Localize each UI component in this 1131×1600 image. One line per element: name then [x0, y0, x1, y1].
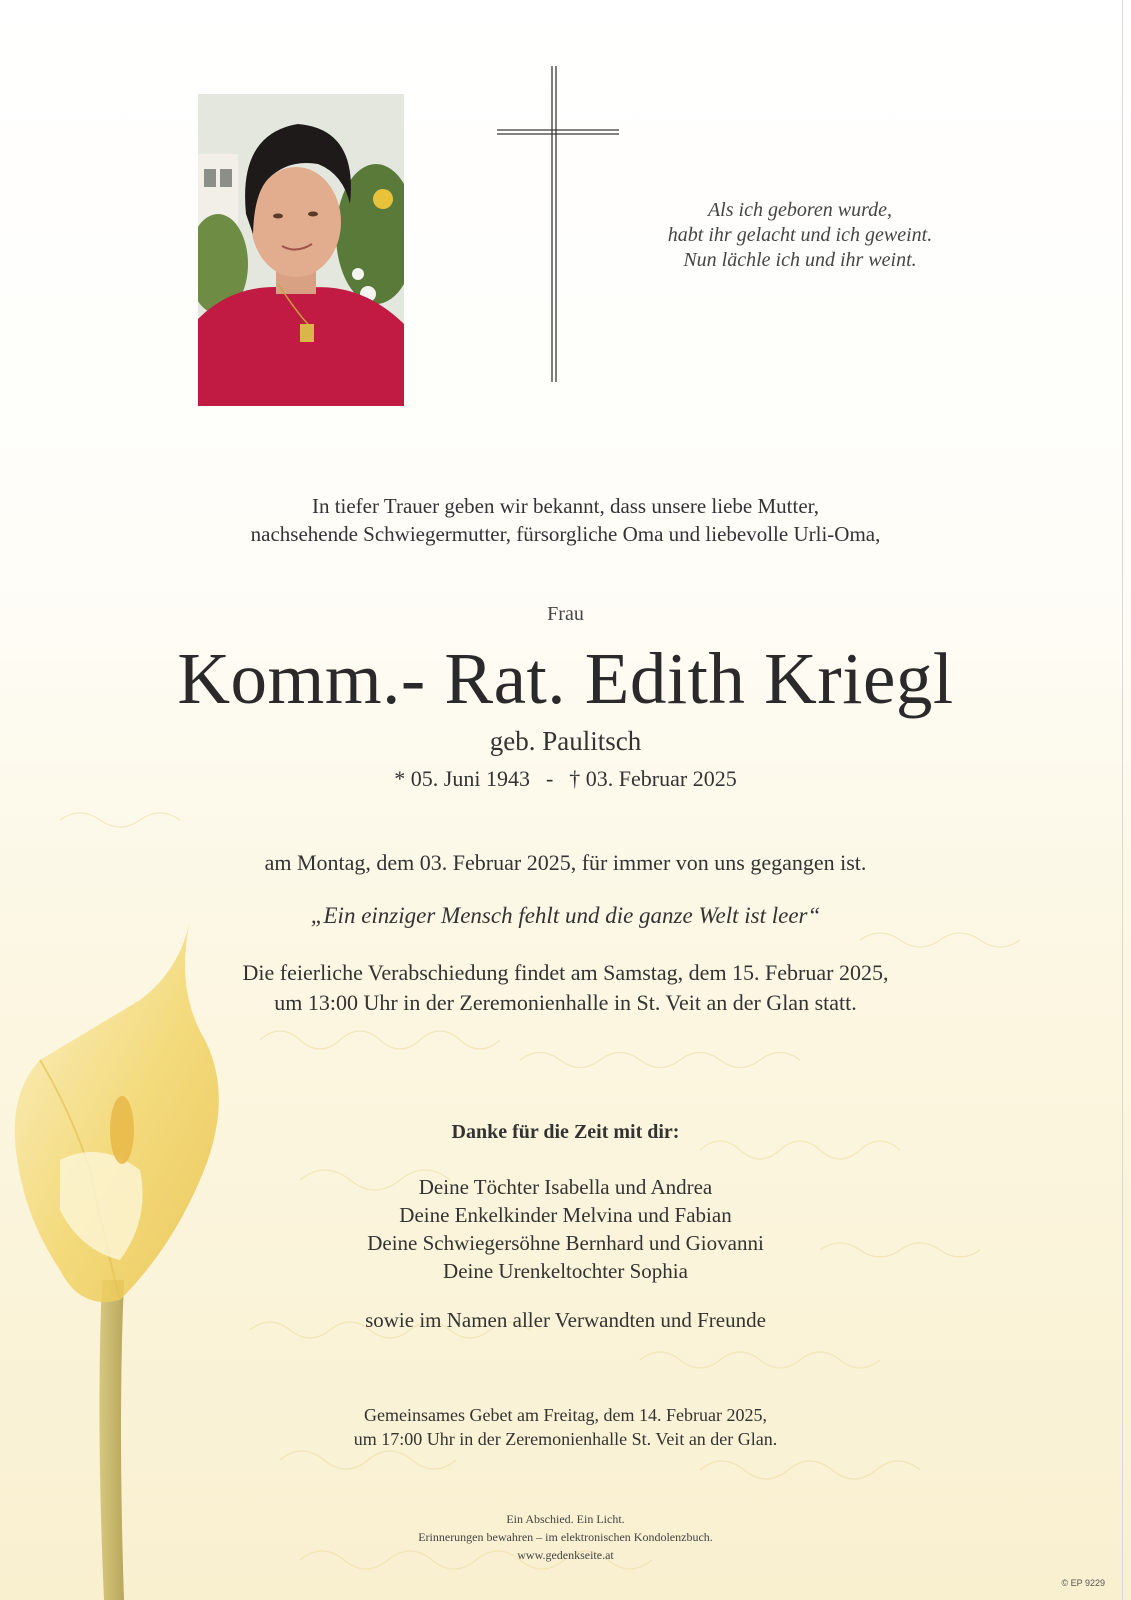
poem	[620, 198, 980, 273]
page-edge	[1122, 0, 1123, 1600]
portrait-photo	[198, 94, 404, 406]
ceremony-line: um 13:00 Uhr in der Zeremonienhalle in St. Veit an der Glan statt.	[274, 990, 857, 1015]
prayer-line: Gemeinsames Gebet am Freitag, dem 14. Februar 2025,	[364, 1405, 767, 1425]
mourner-line: Deine Töchter Isabella und Andrea	[418, 1175, 713, 1199]
passed-line: am Montag, dem 03. Februar 2025, für immer von uns gegangen ist.	[264, 850, 867, 875]
cross-icon	[497, 66, 619, 382]
prayer-info	[0, 1403, 1131, 1451]
date-separator: -	[545, 766, 554, 791]
footer-tagline: Ein Abschied. Ein Licht.	[506, 1512, 625, 1526]
mourner-line: Deine Schwiegersöhne Bernhard und Giovanni	[367, 1231, 764, 1255]
poem-line: habt ihr gelacht und ich geweint.	[667, 224, 933, 246]
announcement-intro	[0, 492, 1131, 548]
relatives-line: sowie im Namen aller Verwandten und Freunde	[365, 1308, 766, 1332]
poem-line: Nun lächle ich und ihr weint.	[683, 249, 917, 271]
poem-line: Als ich geboren wurde,	[707, 199, 893, 221]
mourners-list	[0, 1173, 1131, 1285]
prayer-line: um 17:00 Uhr in der Zeremonienhalle St. Veit an der Glan.	[353, 1429, 778, 1449]
template-code: © EP 9229	[1061, 1578, 1105, 1588]
footer	[0, 1510, 1131, 1564]
thanks-heading: Danke für die Zeit mit dir:	[451, 1121, 680, 1143]
mourner-line: Deine Enkelkinder Melvina und Fabian	[399, 1203, 732, 1227]
birth-date: * 05. Juni 1943	[394, 766, 530, 791]
deceased-name: Komm.- Rat. Edith Kriegl	[177, 638, 954, 719]
intro-line: nachsehende Schwiegermutter, fürsorgliche Oma und liebevolle Urli-Oma,	[250, 522, 881, 546]
footer-link[interactable]: www.gedenkseite.at	[517, 1548, 614, 1562]
birth-name: geb. Paulitsch	[489, 726, 642, 756]
ceremony-line: Die feierliche Verabschiedung findet am Samstag, dem 15. Februar 2025,	[242, 960, 889, 985]
death-date: † 03. Februar 2025	[569, 766, 737, 791]
salutation: Frau	[547, 603, 584, 625]
life-dates	[0, 766, 1131, 792]
intro-line: In tiefer Trauer geben wir bekannt, dass unsere liebe Mutter,	[311, 494, 820, 518]
mourner-line: Deine Urenkeltochter Sophia	[443, 1259, 688, 1283]
footer-text: Erinnerungen bewahren – im elektronischen Kondolenzbuch.	[418, 1530, 713, 1544]
quote: „Ein einziger Mensch fehlt und die ganze Welt ist leer“	[310, 903, 821, 928]
